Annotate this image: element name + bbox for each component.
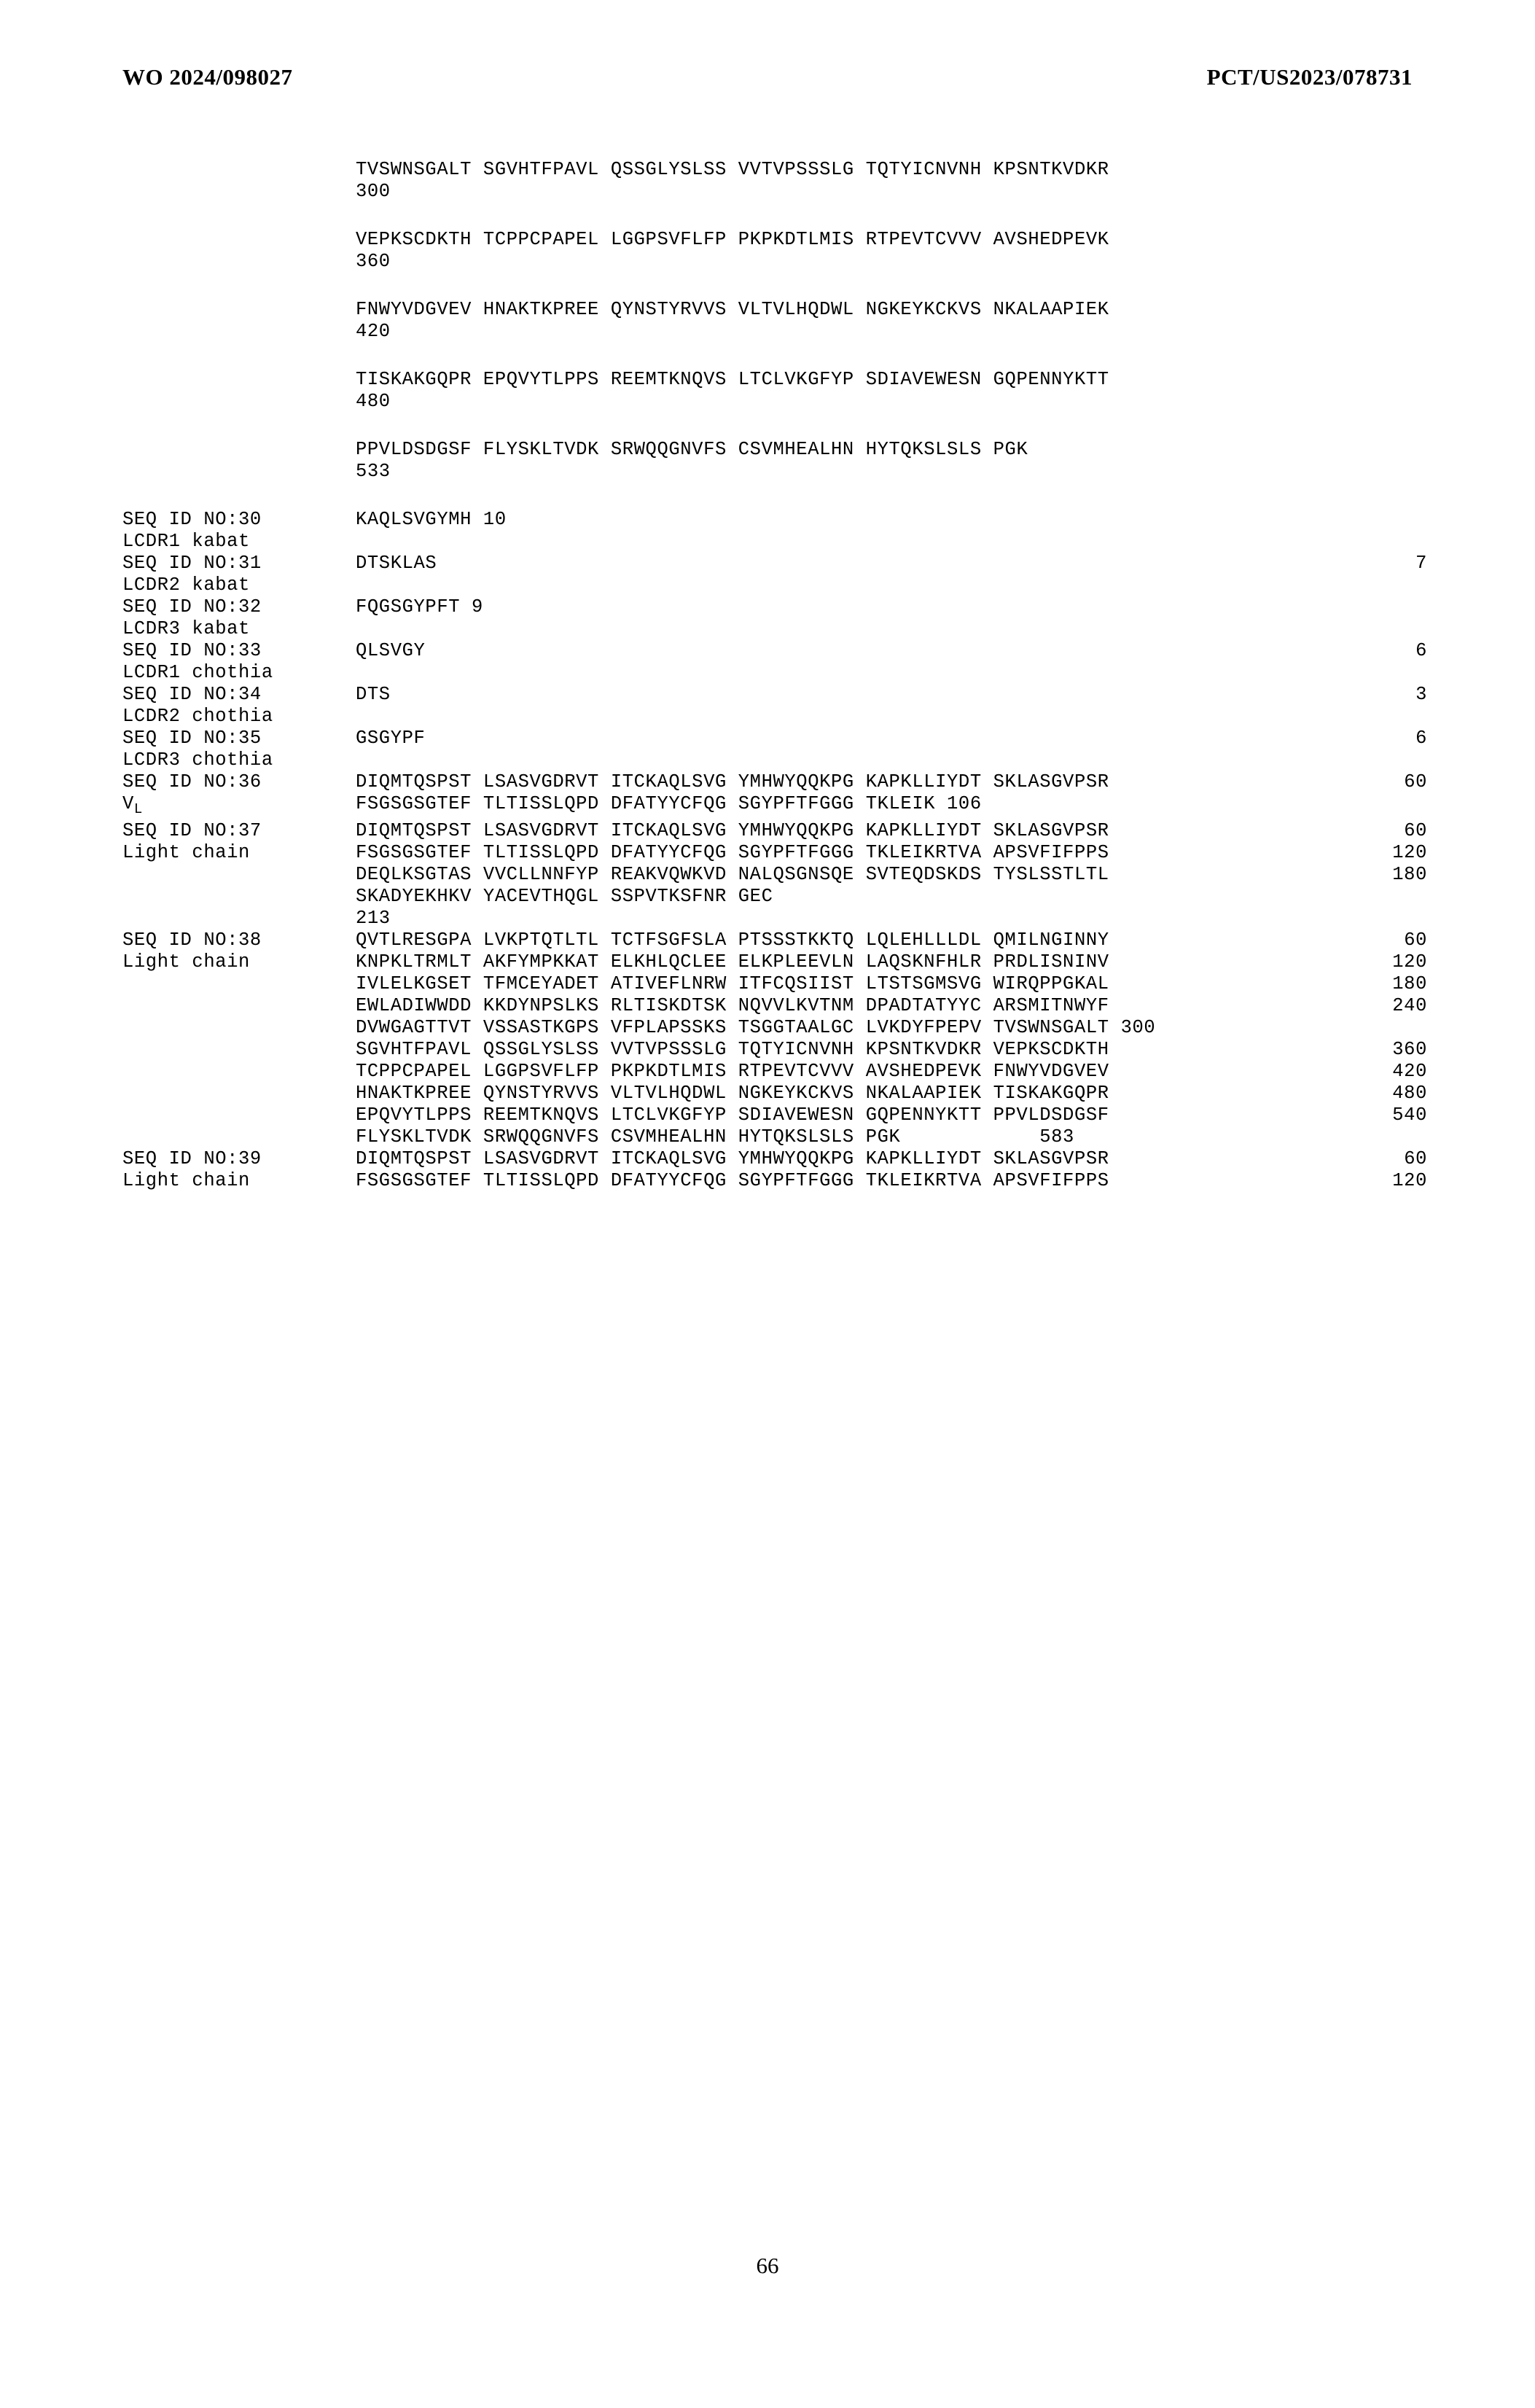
- sequence-row: [122, 531, 1427, 553]
- sequence-row: [122, 662, 1427, 684]
- sequence-row-text: DTS: [356, 684, 391, 705]
- sequence-row-text: DTSKLAS: [356, 553, 437, 574]
- sequence-row-text: KNPKLTRMLT AKFYMPKKAT ELKHLQCLEE ELKPLEEVLN LAQSKNFHLR PRDLISNINV: [356, 951, 1109, 973]
- sequence-row-text: 480: [356, 391, 391, 412]
- sequence-row-text: 420: [356, 321, 391, 342]
- sequence-row: [122, 1017, 1427, 1039]
- sequence-row-text: HNAKTKPREE QYNSTYRVVS VLTVLHQDWL NGKEYKCKVS NKALAAPIEK TISKAKGQPR: [356, 1083, 1109, 1104]
- sequence-row: [122, 1083, 1427, 1104]
- sequence-row: [122, 596, 1427, 618]
- sequence-row-position: 60: [1404, 1148, 1427, 1170]
- sequence-row: [122, 706, 1427, 728]
- sequence-row-position: 60: [1404, 820, 1427, 842]
- sequence-row: [122, 391, 1427, 413]
- sequence-row-position: 360: [1392, 1039, 1427, 1061]
- sequence-row-position: 180: [1392, 864, 1427, 886]
- sequence-row-position: 3: [1415, 684, 1427, 705]
- sequence-row-label: SEQ ID NO:33: [122, 640, 262, 661]
- sequence-row: [122, 369, 1427, 391]
- sequence-row: [122, 509, 1427, 531]
- sequence-row-text: EWLADIWWDD KKDYNPSLKS RLTISKDTSK NQVVLKVTNM DPADTATYYC ARSMITNWYF: [356, 995, 1109, 1017]
- sequence-row-text: QLSVGY: [356, 640, 426, 661]
- sequence-row-position: 480: [1392, 1083, 1427, 1104]
- sequence-row-label: LCDR1 chothia: [122, 662, 273, 683]
- sequence-row-label: SEQ ID NO:35: [122, 728, 262, 749]
- sequence-row-label: LCDR3 kabat: [122, 618, 250, 639]
- sequence-row-position: 180: [1392, 973, 1427, 995]
- sequence-row: [122, 1148, 1427, 1170]
- sequence-row: [122, 820, 1427, 842]
- page-footer: [0, 2253, 1535, 2279]
- sequence-row-text: 360: [356, 251, 391, 272]
- sequence-row-text: 213: [356, 908, 391, 930]
- sequence-row-text: 300: [356, 181, 391, 202]
- sequence-row-position: 540: [1392, 1104, 1427, 1126]
- sequence-row-text: KAQLSVGYMH 10: [356, 509, 507, 530]
- sequence-row-text: FNWYVDGVEV HNAKTKPREE QYNSTYRVVS VLTVLHQDWL NGKEYKCKVS NKALAAPIEK: [356, 299, 1109, 320]
- sequence-row-position: 60: [1404, 771, 1427, 792]
- sequence-row-position: 6: [1415, 640, 1427, 661]
- sequence-row-text: QVTLRESGPA LVKPTQTLTL TCTFSGFSLA PTSSSTKKTQ LQLEHLLLDL QMILNGINNY: [356, 930, 1109, 951]
- sequence-row: [122, 553, 1427, 574]
- sequence-row: [122, 251, 1427, 273]
- sequence-row: [122, 321, 1427, 343]
- sequence-row: [122, 1170, 1427, 1192]
- sequence-row-position: 120: [1392, 951, 1427, 973]
- sequence-row-position: 6: [1415, 728, 1427, 749]
- sequence-row: [122, 1061, 1427, 1083]
- sequence-row-text: VEPKSCDKTH TCPPCPAPEL LGGPSVFLFP PKPKDTLMIS RTPEVTCVVV AVSHEDPEVK: [356, 229, 1109, 250]
- sequence-row-text: PPVLDSDGSF FLYSKLTVDK SRWQQGNVFS CSVMHEALHN HYTQKSLSLS PGK: [356, 439, 1028, 460]
- sequence-row-label: SEQ ID NO:32: [122, 596, 262, 617]
- sequence-row-text: DIQMTQSPST LSASVGDRVT ITCKAQLSVG YMHWYQQKPG KAPKLLIYDT SKLASGVPSR: [356, 771, 1109, 792]
- sequence-row-text: FLYSKLTVDK SRWQQGNVFS CSVMHEALHN HYTQKSLSLS PGK 583: [356, 1126, 1074, 1148]
- sequence-row: [122, 951, 1427, 973]
- page-number: 66: [756, 2253, 779, 2278]
- sequence-row-label: $V_L$: [122, 793, 143, 818]
- sequence-row-label: SEQ ID NO:31: [122, 553, 262, 574]
- sequence-row: [122, 574, 1427, 596]
- sequence-row-label: Light chain: [122, 951, 250, 973]
- sequence-row: [122, 908, 1427, 930]
- sequence-row-text: 533: [356, 461, 391, 482]
- sequence-row-text: FSGSGSGTEF TLTISSLQPD DFATYYCFQG SGYPFTFGGG TKLEIK 106: [356, 793, 982, 814]
- sequence-row-text: TISKAKGQPR EPQVYTLPPS REEMTKNQVS LTCLVKGFYP SDIAVEWESN GQPENNYKTT: [356, 369, 1109, 390]
- sequence-row: [122, 461, 1427, 483]
- sequence-row: [122, 299, 1427, 321]
- page-header: [0, 64, 1535, 90]
- sequence-block-spacer: [122, 413, 1427, 439]
- sequence-row-label: Light chain: [122, 842, 250, 864]
- sequence-row-label: LCDR2 chothia: [122, 706, 273, 727]
- sequence-row: [122, 842, 1427, 864]
- sequence-row-position: 240: [1392, 995, 1427, 1017]
- sequence-row-position: 7: [1415, 553, 1427, 574]
- sequence-row: [122, 1126, 1427, 1148]
- sequence-row-text: EPQVYTLPPS REEMTKNQVS LTCLVKGFYP SDIAVEWESN GQPENNYKTT PPVLDSDGSF: [356, 1104, 1109, 1126]
- sequence-block-spacer: [122, 483, 1427, 509]
- sequence-row-text: TCPPCPAPEL LGGPSVFLFP PKPKDTLMIS RTPEVTCVVV AVSHEDPEVK FNWYVDGVEV: [356, 1061, 1109, 1083]
- sequence-row: [122, 728, 1427, 749]
- sequence-row: [122, 995, 1427, 1017]
- sequence-row-position: 120: [1392, 1170, 1427, 1192]
- sequence-row-text: TVSWNSGALT SGVHTFPAVL QSSGLYSLSS VVTVPSSSLG TQTYICNVNH KPSNTKVDKR: [356, 159, 1109, 180]
- sequence-row-text: FSGSGSGTEF TLTISSLQPD DFATYYCFQG SGYPFTFGGG TKLEIKRTVA APSVFIFPPS: [356, 1170, 1109, 1192]
- sequence-row-text: DVWGAGTTVT VSSASTKGPS VFPLAPSSKS TSGGTAALGC LVKDYFPEPV TVSWNSGALT 300: [356, 1017, 1156, 1039]
- sequence-row-label: SEQ ID NO:36: [122, 771, 262, 792]
- sequence-row-label: LCDR3 chothia: [122, 749, 273, 771]
- sequence-row-label: LCDR1 kabat: [122, 531, 250, 552]
- sequence-row-text: DIQMTQSPST LSASVGDRVT ITCKAQLSVG YMHWYQQKPG KAPKLLIYDT SKLASGVPSR: [356, 820, 1109, 842]
- sequence-row: [122, 229, 1427, 251]
- sequence-row: [122, 439, 1427, 461]
- sequence-row: [122, 640, 1427, 662]
- sequence-row: [122, 973, 1427, 995]
- sequence-row-label: SEQ ID NO:39: [122, 1148, 262, 1170]
- sequence-row-text: DIQMTQSPST LSASVGDRVT ITCKAQLSVG YMHWYQQKPG KAPKLLIYDT SKLASGVPSR: [356, 1148, 1109, 1170]
- header-publication-number: WO 2024/098027: [122, 64, 293, 90]
- sequence-row-label: SEQ ID NO:38: [122, 930, 262, 951]
- sequence-row-label: SEQ ID NO:34: [122, 684, 262, 705]
- sequence-row-text: FQGSGYPFT 9: [356, 596, 483, 617]
- sequence-row-label: LCDR2 kabat: [122, 574, 250, 596]
- sequence-row-position: 420: [1392, 1061, 1427, 1083]
- sequence-row: [122, 618, 1427, 640]
- sequence-row: [122, 1104, 1427, 1126]
- sequence-row: [122, 684, 1427, 706]
- sequence-row-text: FSGSGSGTEF TLTISSLQPD DFATYYCFQG SGYPFTFGGG TKLEIKRTVA APSVFIFPPS: [356, 842, 1109, 864]
- sequence-row: [122, 1039, 1427, 1061]
- sequence-row-text: GSGYPF: [356, 728, 426, 749]
- sequence-block-spacer: [122, 273, 1427, 299]
- sequence-row-label: SEQ ID NO:37: [122, 820, 262, 842]
- sequence-row: [122, 749, 1427, 771]
- sequence-row-position: 60: [1404, 930, 1427, 951]
- sequence-listing-body: [122, 159, 1427, 1192]
- sequence-block-spacer: [122, 203, 1427, 229]
- header-application-number: PCT/US2023/078731: [1206, 64, 1413, 90]
- sequence-row-text: SKADYEKHKV YACEVTHQGL SSPVTKSFNR GEC: [356, 886, 773, 908]
- sequence-row-label: Light chain: [122, 1170, 250, 1192]
- sequence-block-spacer: [122, 343, 1427, 369]
- sequence-row-text: IVLELKGSET TFMCEYADET ATIVEFLNRW ITFCQSIIST LTSTSGMSVG WIRQPPGKAL: [356, 973, 1109, 995]
- sequence-row: [122, 181, 1427, 203]
- sequence-row-position: 120: [1392, 842, 1427, 864]
- sequence-row: [122, 864, 1427, 886]
- sequence-row: [122, 930, 1427, 951]
- sequence-row: [122, 886, 1427, 908]
- sequence-row-text: SGVHTFPAVL QSSGLYSLSS VVTVPSSSLG TQTYICNVNH KPSNTKVDKR VEPKSCDKTH: [356, 1039, 1109, 1061]
- sequence-row: [122, 793, 1427, 820]
- sequence-row: [122, 771, 1427, 793]
- sequence-row-text: DEQLKSGTAS VVCLLNNFYP REAKVQWKVD NALQSGNSQE SVTEQDSKDS TYSLSSTLTL: [356, 864, 1109, 886]
- sequence-row: [122, 159, 1427, 181]
- sequence-row-label: SEQ ID NO:30: [122, 509, 262, 530]
